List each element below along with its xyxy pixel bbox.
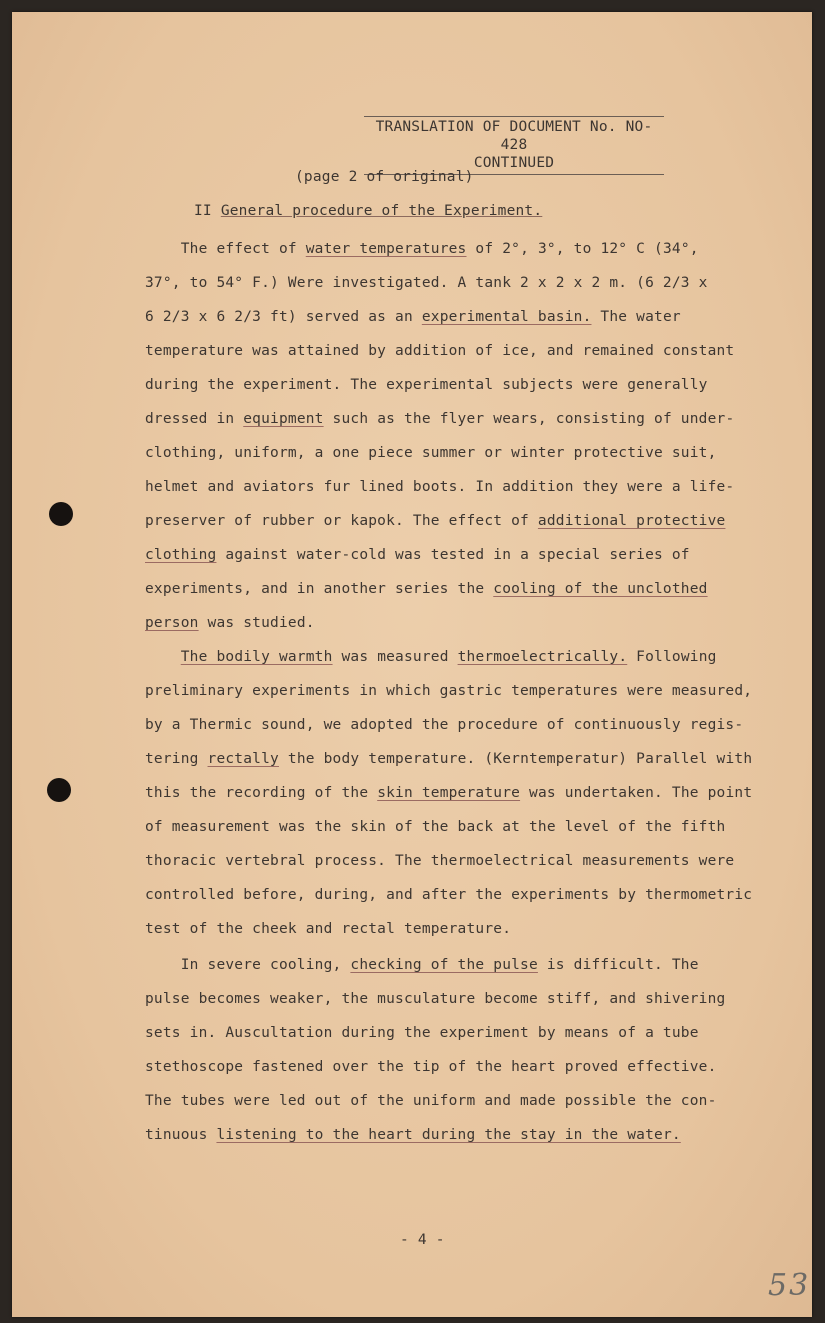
text-line	[145, 749, 753, 783]
text-line	[145, 375, 725, 409]
section-heading	[194, 203, 542, 219]
text-run: stethoscope fastened over the tip of the heart proved effective.	[145, 1059, 717, 1075]
text-run: 37°, to 54° F.) Were investigated. A tank 2 x 2 x 2 m. (6 2/3 x	[145, 275, 708, 291]
underlined-phrase: equipment	[243, 411, 324, 427]
header-continued: CONTINUED	[364, 154, 664, 175]
document-page	[12, 12, 812, 1317]
text-run: test of the cheek and rectal temperature.	[145, 921, 512, 937]
text-line	[145, 647, 725, 681]
header-title: TRANSLATION OF DOCUMENT No. NO-428	[364, 116, 664, 154]
underlined-phrase: The bodily warmth	[180, 649, 333, 665]
underlined-phrase: skin temperature	[377, 785, 521, 801]
text-line	[145, 341, 735, 375]
text-line	[145, 579, 725, 613]
text-run: preliminary experiments in which gastric temperatures were measured,	[145, 683, 753, 699]
text-line	[145, 239, 725, 273]
underlined-phrase: thermoelectrically.	[457, 649, 628, 665]
text-run	[145, 649, 181, 665]
text-run: this the recording of the	[145, 785, 378, 801]
text-line	[145, 477, 735, 511]
text-line	[145, 1023, 725, 1057]
paragraph	[145, 647, 753, 953]
underlined-phrase: additional protective	[537, 513, 726, 529]
page-number: - 4 -	[400, 1232, 445, 1248]
text-run: was measured	[332, 649, 458, 665]
text-line	[145, 443, 725, 477]
text-run: was studied.	[198, 615, 315, 631]
text-run: tinuous	[145, 1127, 217, 1143]
text-run: of measurement was the skin of the back at the level of the fifth	[145, 819, 726, 835]
text-run: by a Thermic sound, we adopted the procedure of continuously regis-	[145, 717, 744, 733]
text-line	[145, 955, 725, 989]
text-run: Following	[627, 649, 717, 665]
text-run: helmet and aviators fur lined boots. In addition they were a life-	[145, 479, 735, 495]
document-header	[364, 116, 664, 175]
text-line	[145, 1125, 725, 1159]
text-run: temperature was attained by addition of ice, and remained constant	[145, 343, 735, 359]
text-run: clothing, uniform, a one piece summer or winter protective suit,	[145, 445, 717, 461]
underlined-phrase: water temperatures	[305, 241, 467, 257]
text-run: of 2°, 3°, to 12° C (34°,	[466, 241, 699, 257]
text-run: experiments, and in another series the	[145, 581, 494, 597]
text-run: dressed in	[145, 411, 244, 427]
text-run: such as the flyer wears, consisting of under-	[323, 411, 735, 427]
paragraph	[145, 955, 725, 1159]
text-line	[145, 1057, 725, 1091]
text-run: In severe cooling,	[145, 957, 351, 973]
text-line	[145, 681, 753, 715]
text-run: The effect of	[145, 241, 306, 257]
text-line	[145, 613, 725, 647]
text-run: during the experiment. The experimental subjects were generally	[145, 377, 708, 393]
punch-hole	[47, 778, 71, 802]
text-run: against water-cold was tested in a special series of	[216, 547, 690, 563]
underlined-phrase: rectally	[207, 751, 279, 767]
text-line	[145, 817, 725, 851]
underlined-phrase: cooling of the unclothed	[493, 581, 708, 597]
text-run: 6 2/3 x 6 2/3 ft) served as an	[145, 309, 422, 325]
handwritten-folio-number: 53	[768, 1268, 811, 1303]
text-run: tering	[145, 751, 208, 767]
text-line	[145, 545, 725, 579]
text-line	[145, 1091, 725, 1125]
text-run: sets in. Auscultation during the experiment by means of a tube	[145, 1025, 699, 1041]
underlined-phrase: listening to the heart during the stay in the water.	[216, 1127, 681, 1143]
text-line	[145, 273, 725, 307]
underlined-phrase: clothing	[145, 547, 217, 563]
text-line	[145, 851, 735, 885]
text-line	[145, 783, 753, 817]
text-line	[145, 307, 725, 341]
text-line	[145, 989, 725, 1023]
text-run: thoracic vertebral process. The thermoelectrical measurements were	[145, 853, 735, 869]
text-run: is difficult. The	[537, 957, 699, 973]
text-run: The water	[591, 309, 681, 325]
underlined-phrase: experimental basin.	[421, 309, 592, 325]
text-run: the body temperature. (Kerntemperatur) Parallel with	[278, 751, 753, 767]
text-run: controlled before, during, and after the experiments by thermometric	[145, 887, 753, 903]
underlined-phrase: checking of the pulse	[350, 957, 538, 973]
text-line	[145, 919, 725, 953]
punch-hole	[49, 502, 73, 526]
paragraph	[145, 239, 735, 647]
text-run: preserver of rubber or kapok. The effect of	[145, 513, 538, 529]
text-line	[145, 511, 725, 545]
underlined-phrase: person	[145, 615, 199, 631]
text-run: The tubes were led out of the uniform and made possible the con-	[145, 1093, 717, 1109]
text-run: pulse becomes weaker, the musculature become stiff, and shivering	[145, 991, 726, 1007]
original-page-note: (page 2 of original)	[295, 169, 474, 185]
text-run: was undertaken. The point	[520, 785, 753, 801]
section-title: General procedure of the Experiment.	[220, 203, 543, 219]
text-line	[145, 715, 744, 749]
text-line	[145, 409, 735, 443]
section-number: II	[194, 203, 212, 219]
text-line	[145, 885, 753, 919]
